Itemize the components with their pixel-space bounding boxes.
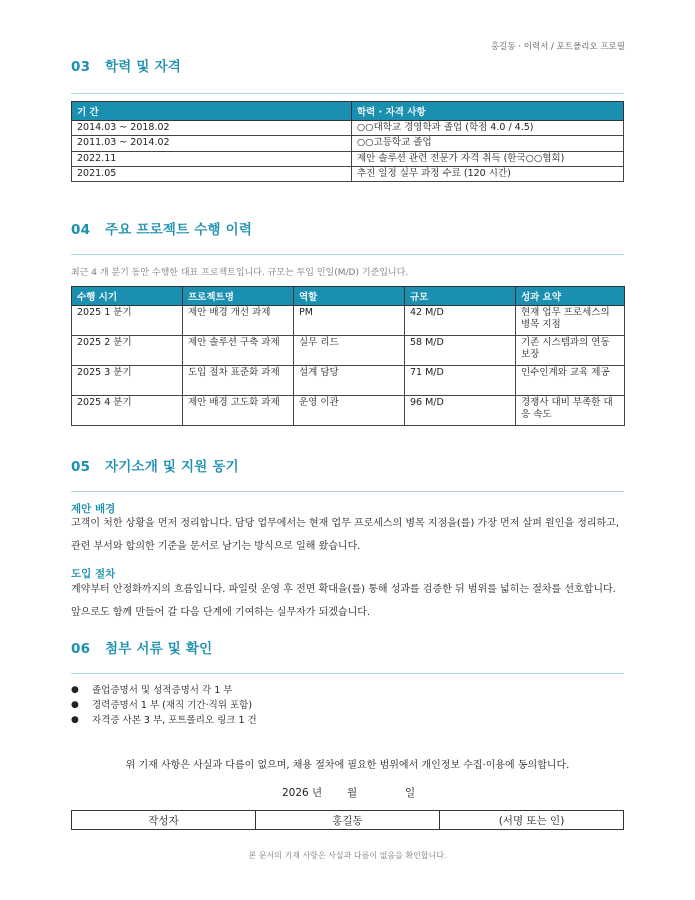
table-cell: 71 M/D — [405, 366, 516, 396]
table-header-row — [72, 102, 624, 121]
signature-table — [71, 810, 624, 830]
table-cell: 2021.05 — [72, 167, 352, 182]
section-divider — [71, 93, 624, 94]
section-divider — [71, 254, 624, 255]
table-row — [72, 167, 624, 182]
list-item — [71, 698, 257, 713]
table-cell: 2025 1 분기 — [72, 306, 183, 336]
table-cell: 2014.03 ~ 2018.02 — [72, 121, 352, 136]
table-header-cell: 프로젝트명 — [183, 287, 294, 306]
bullet-icon: ● — [71, 715, 79, 725]
table-cell: PM — [294, 306, 405, 336]
table-header-cell: 수행 시기 — [72, 287, 183, 306]
date-month: 월 — [347, 787, 358, 799]
section-heading: 주요 프로젝트 수행 이력 — [105, 222, 253, 238]
table-row — [72, 151, 624, 166]
table-cell: 58 M/D — [405, 336, 516, 366]
list-item-text: 졸업증명서 및 성적증명서 각 1 부 — [92, 685, 233, 696]
table-cell: 2025 2 분기 — [72, 336, 183, 366]
section-title-education — [71, 55, 181, 75]
table-row — [72, 336, 625, 366]
table-cell: ○○고등학교 졸업 — [352, 136, 624, 151]
running-header: 홍길동 · 이력서 / 포트폴리오 프로필 — [490, 42, 625, 52]
table-cell: 경쟁사 대비 부족한 대응 속도 — [516, 396, 625, 426]
attachment-list — [71, 683, 257, 728]
table-header-cell: 기 간 — [72, 102, 352, 121]
bullet-icon: ● — [71, 685, 79, 695]
section-number: 03 — [71, 59, 91, 75]
education-table — [71, 101, 624, 182]
table-row — [72, 306, 625, 336]
table-row — [72, 121, 624, 136]
table-header-cell: 역할 — [294, 287, 405, 306]
section-number: 04 — [71, 222, 91, 238]
page-footer: 본 문서의 기재 사항은 사실과 다름이 없음을 확인합니다. — [248, 851, 447, 860]
table-row — [72, 366, 625, 396]
table-row — [72, 396, 625, 426]
table-cell: 제안 솔루션 구축 과제 — [183, 336, 294, 366]
table-cell: 2025 4 분기 — [72, 396, 183, 426]
subsection-title: 제안 배경 — [71, 503, 116, 515]
bullet-icon: ● — [71, 700, 79, 710]
table-cell: 운영 이관 — [294, 396, 405, 426]
table-cell: 2022.11 — [72, 151, 352, 166]
table-cell: 기존 시스템과의 연동 보장 — [516, 336, 625, 366]
projects-table — [71, 286, 625, 426]
table-cell: 추진 일정 실무 과정 수료 (120 시간) — [352, 167, 624, 182]
list-item-text: 자격증 사본 3 부, 포트폴리오 링크 1 건 — [92, 715, 257, 726]
section-title-attachments — [71, 637, 212, 657]
table-header-cell: 성과 요약 — [516, 287, 625, 306]
section-title-projects — [71, 218, 252, 238]
table-cell: 2011.03 ~ 2014.02 — [72, 136, 352, 151]
table-cell: 인수인계와 교육 제공 — [516, 366, 625, 396]
table-cell: 제안 배경 개선 과제 — [183, 306, 294, 336]
list-item-text: 경력증명서 1 부 (재직 기간·직위 포함) — [92, 700, 253, 711]
subsection-title: 도입 절차 — [71, 568, 116, 580]
table-cell: ○○대학교 경영학과 졸업 (학점 4.0 / 4.5) — [352, 121, 624, 136]
table-header-cell: 학력 · 자격 사항 — [352, 102, 624, 121]
list-item — [71, 683, 257, 698]
consent-statement: 위 기재 사항은 사실과 다름이 없으며, 채용 절차에 필요한 범위에서 개인정보 수집·이용에 동의합니다. — [125, 760, 570, 771]
table-row — [72, 136, 624, 151]
section-number: 06 — [71, 641, 91, 657]
table-cell: 설계 담당 — [294, 366, 405, 396]
table-cell: 96 M/D — [405, 396, 516, 426]
section-heading: 첨부 서류 및 확인 — [105, 641, 213, 657]
table-cell: 제안 솔루션 관련 전문가 자격 취득 (한국○○협회) — [352, 151, 624, 166]
table-header-cell: 규모 — [405, 287, 516, 306]
table-cell: 도입 절차 표준화 과제 — [183, 366, 294, 396]
list-item — [71, 713, 257, 728]
table-cell: 실무 리드 — [294, 336, 405, 366]
table-header-row — [72, 287, 625, 306]
table-cell: 2025 3 분기 — [72, 366, 183, 396]
date-line — [282, 785, 415, 800]
paragraph: 계약부터 안정화까지의 흐름입니다. 파일럿 운영 후 전면 확대을(를) 통해 성과를 검증한 뒤 범위를 넓히는 절차를 선호합니다. 앞으로도 함께 만들어 갈 다음 단계에 기여하는 실무자가 되겠습니다. — [71, 584, 616, 618]
date-day: 일 — [405, 787, 416, 799]
section-divider — [71, 673, 624, 674]
signature-label: 작성자 — [72, 811, 256, 830]
section-title-intro-motivation — [71, 455, 239, 475]
paragraph: 고객이 처한 상황을 먼저 정리합니다. 담당 업무에서는 현재 업무 프로세스의 병목 지점을(를) 가장 먼저 살펴 원인을 정리하고, 관련 부서와 합의한 기준을 문서로 남기는 방식으로 일해 왔습니다. — [71, 518, 620, 552]
table-cell: 현재 업무 프로세스의 병목 지점 — [516, 306, 625, 336]
section-heading: 학력 및 자격 — [105, 59, 182, 75]
projects-intro: 최근 4 개 분기 동안 수행한 대표 프로젝트입니다. 규모는 투입 인일(M/D) 기준입니다. — [71, 268, 409, 278]
section-heading: 자기소개 및 지원 동기 — [105, 459, 239, 475]
table-cell: 42 M/D — [405, 306, 516, 336]
section-divider — [71, 491, 624, 492]
signature-name: 홍길동 — [256, 811, 440, 830]
signature-field[interactable]: (서명 또는 인) — [440, 811, 624, 830]
date-year: 2026 년 — [282, 787, 323, 799]
signature-row — [72, 811, 624, 830]
section-number: 05 — [71, 459, 91, 475]
table-cell: 제안 배경 고도화 과제 — [183, 396, 294, 426]
